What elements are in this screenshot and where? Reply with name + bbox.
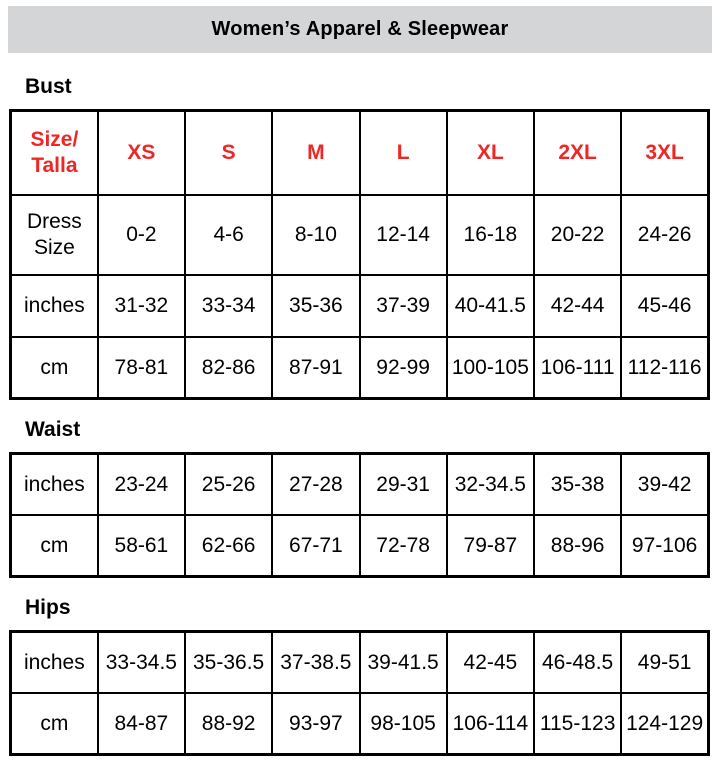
waist-cm-value: 88-96 [534, 515, 621, 577]
hips-inches-value: 42-45 [447, 632, 534, 694]
dress-size-value: 8-10 [272, 195, 359, 275]
waist-cm-value: 62-66 [185, 515, 272, 577]
hips-inches-value: 46-48.5 [534, 632, 621, 694]
waist-cm-value: 79-87 [447, 515, 534, 577]
waist-inches-value: 29-31 [360, 454, 447, 516]
section-heading-bust: Bust [25, 75, 72, 98]
waist-inches-value: 35-38 [534, 454, 621, 516]
size-header-s: S [185, 111, 272, 196]
hips-cm-value: 98-105 [360, 693, 447, 755]
waist-inches-row [11, 454, 709, 516]
inches-label-cell: inches [11, 275, 98, 337]
size-header-2xl: 2XL [534, 111, 621, 196]
bust-inches-value: 35-36 [272, 275, 359, 337]
size-header-3xl: 3XL [621, 111, 708, 196]
bust-inches-row [11, 275, 709, 337]
hips-cm-value: 84-87 [98, 693, 185, 755]
bust-inches-value: 31-32 [98, 275, 185, 337]
hips-cm-row [11, 693, 709, 755]
dress-label-line1: Dress [26, 210, 82, 233]
hips-inches-value: 33-34.5 [98, 632, 185, 694]
dress-size-value: 20-22 [534, 195, 621, 275]
bust-cm-value: 78-81 [98, 337, 185, 399]
bust-dress-size-row [11, 195, 709, 275]
bust-inches-value: 33-34 [185, 275, 272, 337]
size-talla-header-cell [11, 111, 98, 196]
size-header-m: M [272, 111, 359, 196]
waist-cm-value: 97-106 [621, 515, 708, 577]
bust-cm-value: 82-86 [185, 337, 272, 399]
dress-size-value: 4-6 [185, 195, 272, 275]
section-heading-waist: Waist [25, 418, 81, 441]
waist-cm-value: 72-78 [360, 515, 447, 577]
section-heading-hips: Hips [25, 596, 71, 619]
page-title: Women’s Apparel & Sleepwear [211, 18, 509, 40]
inches-label-cell: inches [11, 454, 98, 516]
cm-label-cell: cm [11, 693, 98, 755]
waist-inches-value: 39-42 [621, 454, 708, 516]
bust-cm-value: 100-105 [447, 337, 534, 399]
dress-size-label-cell [11, 195, 98, 275]
size-header-xs: XS [98, 111, 185, 196]
hips-inches-value: 49-51 [621, 632, 708, 694]
dress-size-value: 12-14 [360, 195, 447, 275]
hips-inches-row [11, 632, 709, 694]
bust-cm-value: 106-111 [534, 337, 621, 399]
hips-inches-value: 37-38.5 [272, 632, 359, 694]
dress-label-line2: Size [33, 236, 75, 259]
size-label-line2: Talla [31, 154, 78, 177]
waist-inches-value: 32-34.5 [447, 454, 534, 516]
bust-inches-value: 42-44 [534, 275, 621, 337]
hips-cm-value: 106-114 [447, 693, 534, 755]
hips-table [9, 630, 710, 756]
waist-cm-value: 58-61 [98, 515, 185, 577]
cm-label-cell: cm [11, 515, 98, 577]
hips-cm-value: 124-129 [621, 693, 708, 755]
cm-label-cell: cm [11, 337, 98, 399]
waist-inches-value: 23-24 [98, 454, 185, 516]
waist-cm-value: 67-71 [272, 515, 359, 577]
hips-cm-value: 88-92 [185, 693, 272, 755]
bust-cm-row [11, 337, 709, 399]
hips-cm-value: 93-97 [272, 693, 359, 755]
bust-size-header-row [11, 111, 709, 196]
waist-inches-value: 27-28 [272, 454, 359, 516]
title-bar [8, 6, 712, 53]
bust-inches-value: 37-39 [360, 275, 447, 337]
bust-inches-value: 40-41.5 [447, 275, 534, 337]
inches-label-cell: inches [11, 632, 98, 694]
bust-table [9, 109, 710, 400]
dress-size-value: 24-26 [621, 195, 708, 275]
size-header-xl: XL [447, 111, 534, 196]
bust-inches-value: 45-46 [621, 275, 708, 337]
size-header-l: L [360, 111, 447, 196]
waist-inches-value: 25-26 [185, 454, 272, 516]
bust-cm-value: 92-99 [360, 337, 447, 399]
dress-size-value: 0-2 [98, 195, 185, 275]
bust-cm-value: 112-116 [621, 337, 708, 399]
size-label-line1: Size/ [30, 128, 79, 151]
hips-inches-value: 39-41.5 [360, 632, 447, 694]
dress-size-value: 16-18 [447, 195, 534, 275]
waist-cm-row [11, 515, 709, 577]
hips-cm-value: 115-123 [534, 693, 621, 755]
bust-cm-value: 87-91 [272, 337, 359, 399]
waist-table [9, 452, 710, 578]
hips-inches-value: 35-36.5 [185, 632, 272, 694]
